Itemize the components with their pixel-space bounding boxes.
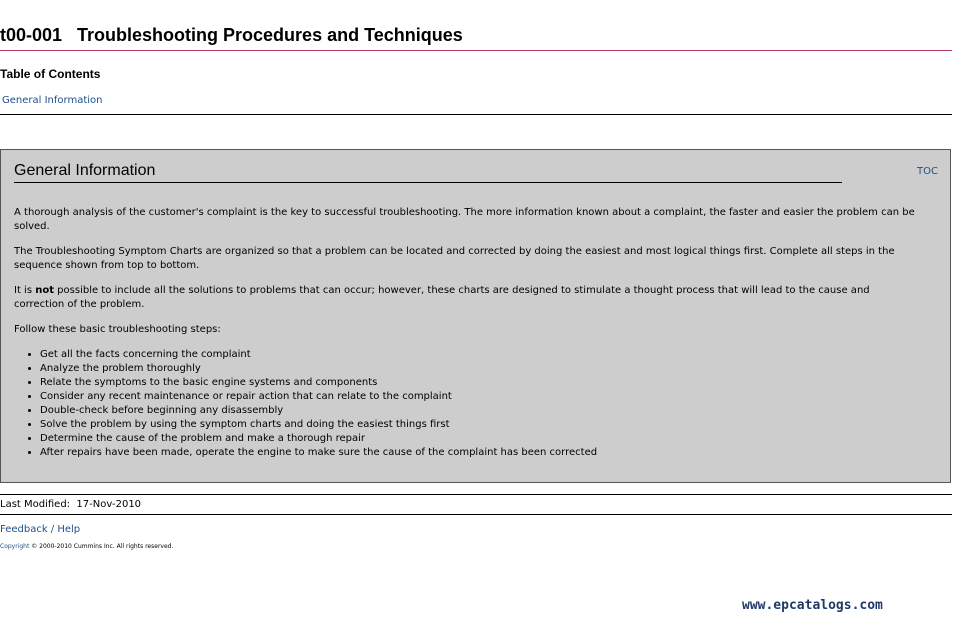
toc-back-link[interactable]: TOC (917, 166, 938, 177)
step-item: • After repairs have been made, operate the engine to make sure the cause of the complaint has been corrected (40, 446, 919, 460)
copyright-link[interactable]: Copyright (0, 543, 30, 550)
step-item: • Determine the cause of the problem and make a thorough repair (40, 432, 919, 446)
step-item: • Solve the problem by using the symptom charts and doing the easiest things first (40, 418, 919, 432)
watermark: www.epcatalogs.com (742, 598, 883, 613)
steps-list (14, 348, 919, 460)
section-title: General Information (14, 162, 842, 183)
page-title: t00-001 Troubleshooting Procedures and Techniques (0, 25, 463, 45)
copyright-line (0, 543, 173, 550)
paragraph-3 (14, 284, 919, 312)
footer-bottom-divider (0, 514, 952, 515)
footer-top-divider (0, 494, 952, 495)
paragraph-3-emphasis: not (35, 285, 54, 296)
paragraph-3-end: possible to include all the solutions to problems that can occur; however, these charts are designed to stimulate a thought process that will lead to the cause and correction of the problem. (14, 285, 870, 310)
step-item: • Relate the symptoms to the basic engine systems and components (40, 376, 919, 390)
title-divider (0, 50, 952, 51)
step-item: • Get all the facts concerning the complaint (40, 348, 919, 362)
toc-heading: Table of Contents (0, 67, 101, 81)
paragraph-3-start: It is (14, 285, 36, 296)
steps-intro: Follow these basic troubleshooting steps: (14, 324, 221, 335)
toc-divider (0, 114, 952, 115)
feedback-help-link[interactable]: Feedback / Help (0, 524, 81, 535)
copyright-text: © 2000-2010 Cummins Inc. All rights reserved. (29, 543, 174, 550)
section-body (14, 206, 919, 460)
paragraph-1: A thorough analysis of the customer's complaint is the key to successful troubleshooting. The more information known about a complaint, the faster and easier the problem can be solved. (14, 207, 915, 232)
general-information-section (0, 149, 951, 483)
step-item: • Double-check before beginning any disassembly (40, 404, 919, 418)
step-item: • Analyze the problem thoroughly (40, 362, 919, 376)
paragraph-2: The Troubleshooting Symptom Charts are organized so that a problem can be located and corrected by doing the easiest and most logical things first. Complete all steps in the sequence shown from top to bottom. (14, 246, 895, 271)
last-modified: Last Modified: 17-Nov-2010 (0, 499, 142, 510)
toc-link-general-information[interactable]: General Information (2, 95, 103, 106)
step-item: • Consider any recent maintenance or repair action that can relate to the complaint (40, 390, 919, 404)
